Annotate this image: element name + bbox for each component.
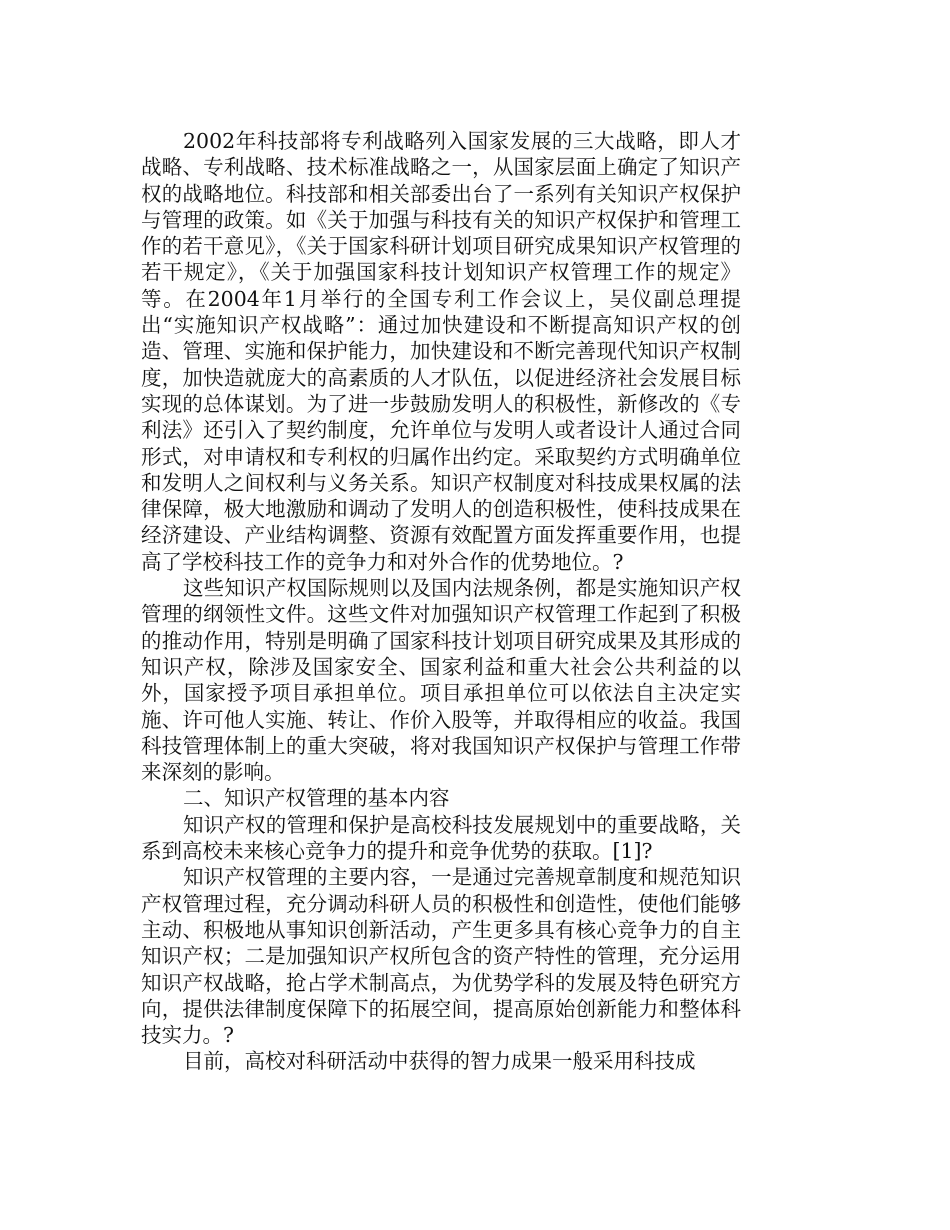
paragraph-management-protection: 知识产权的管理和保护是高校科技发展规划中的重要战略，关系到高校未来核心竞争力的提升和竞争优势的获取。[1]? bbox=[141, 812, 741, 864]
document-body bbox=[141, 128, 741, 1075]
paragraph-main-content: 知识产权管理的主要内容，一是通过完善规章制度和规范知识产权管理过程，充分调动科研人员的积极性和创造性，使他们能够主动、积极地从事知识创新活动，产生更多具有核心竞争力的自主知识产权；二是加强知识产权所包含的资产特性的管理，充分运用知识产权战略，抢占学术制高点，为优势学科的发展及特色研究方向，提供法律制度保障下的拓展空间，提高原始创新能力和整体科技实力。? bbox=[141, 865, 741, 1048]
section-heading-basic-content: 二、知识产权管理的基本内容 bbox=[183, 786, 450, 811]
paragraph-regulations-impact: 这些知识产权国际规则以及国内法规条例，都是实施知识产权管理的纲领性文件。这些文件对加强知识产权管理工作起到了积极的推动作用，特别是明确了国家科技计划项目研究成果及其形成的知识产权，除涉及国家安全、国家利益和重大社会公共利益的以外，国家授予项目承担单位。项目承担单位可以依法自主决定实施、许可他人实施、转让、作价入股等，并取得相应的收益。我国科技管理体制上的重大突破，将对我国知识产权保护与管理工作带来深刻的影响。 bbox=[141, 576, 741, 785]
paragraph-strategy-policy: 2002年科技部将专利战略列入国家发展的三大战略，即人才战略、专利战略、技术标准战略之一，从国家层面上确定了知识产权的战略地位。科技部和相关部委出台了一系列有关知识产权保护与管理的政策。如《关于加强与科技有关的知识产权保护和管理工作的若干意见》，《关于国家科研计划项目研究成果知识产权管理的若干规定》，《关于加强国家科技计划知识产权管理工作的规定》等。在2004年1月举行的全国专利工作会议上，吴仪副总理提出“实施知识产权战略”：通过加快建设和不断提高知识产权的创造、管理、实施和保护能力，加快建设和不断完善现代知识产权制度，加快造就庞大的高素质的人才队伍，以促进经济社会发展目标实现的总体谋划。为了进一步鼓励发明人的积极性，新修改的《专利法》还引入了契约制度，允许单位与发明人或者设计人通过合同形式，对申请权和专利权的归属作出约定。采取契约方式明确单位和发明人之间权利与义务关系。知识产权制度对科技成果权属的法律保障，极大地激励和调动了发明人的创造积极性，使科技成果在经济建设、产业结构调整、资源有效配置方面发挥重要作用，也提高了学校科技工作的竞争力和对外合作的优势地位。? bbox=[141, 129, 741, 574]
paragraph-current-practice: 目前，高校对科研活动中获得的智力成果一般采用科技成 bbox=[183, 1049, 696, 1074]
